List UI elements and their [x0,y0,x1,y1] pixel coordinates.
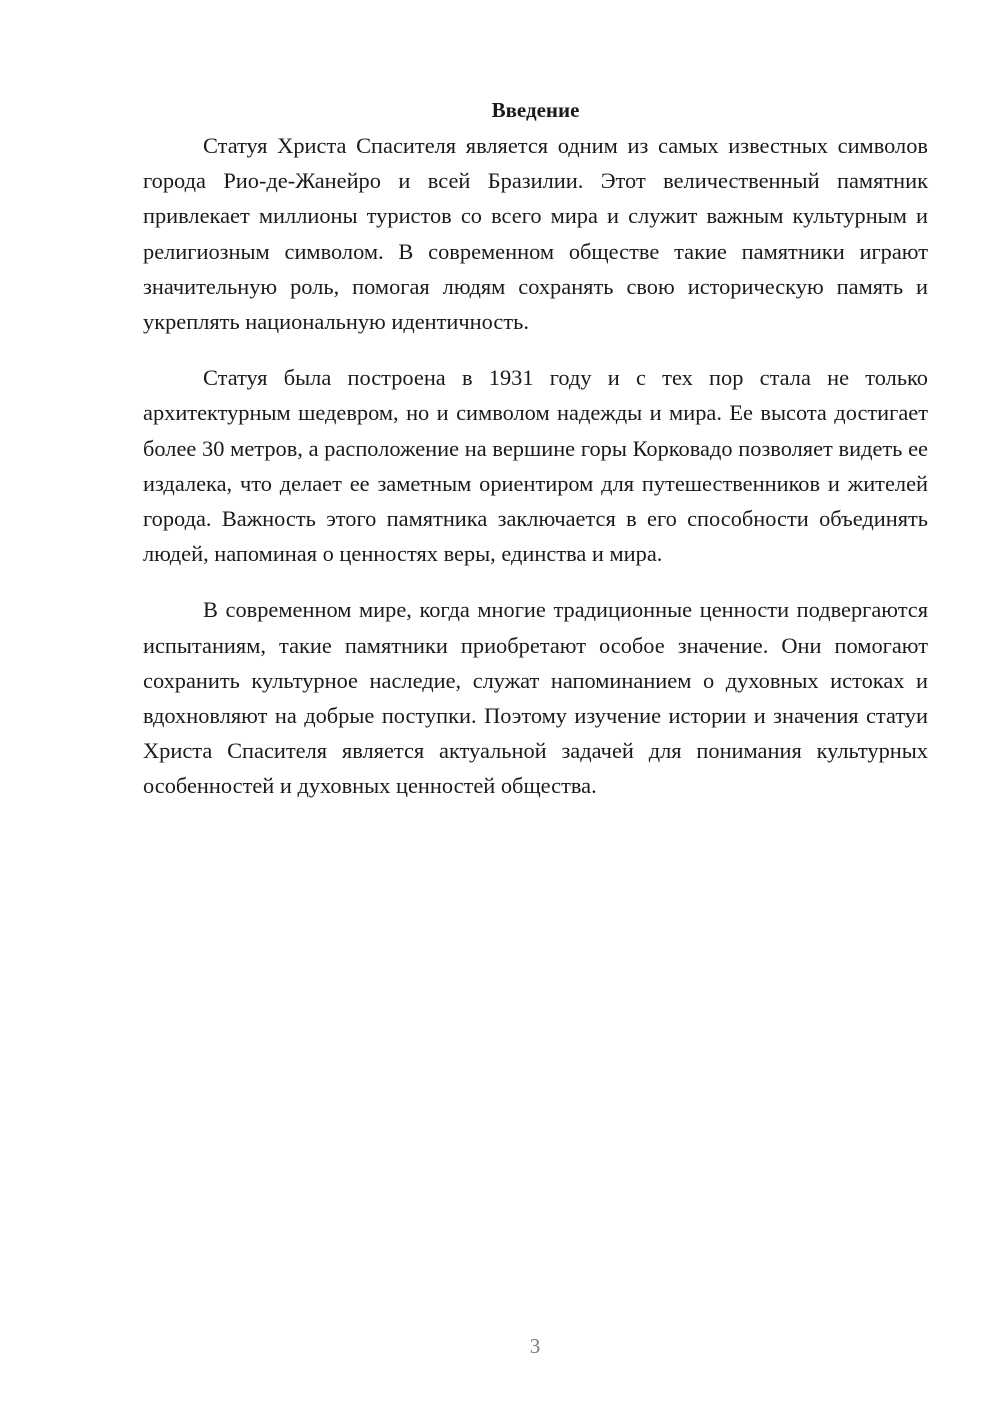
paragraph-3: В современном мире, когда многие традиционные ценности подвергаются испытаниям, такие памятники приобретают особое значение. Они помогают сохранить культурное наследие, служат напоминанием о духовных истоках и вдохновляют на добрые поступки. Поэтому изучение истории и значения статуи Христа Спасителя является актуальной задачей для понимания культурных особенностей и духовных ценностей общества. [143,597,928,799]
paragraph-1: Статуя Христа Спасителя является одним из самых известных символов города Рио-де-Жанейро и всей Бразилии. Этот величественный памятник привлекает миллионы туристов со всего мира и служит важным культурным и религиозным символом. В современном обществе такие памятники играют значительную роль, помогая людям сохранять свою историческую память и укреплять национальную идентичность. [143,133,928,335]
section-title: Введение [491,98,580,122]
paragraph-2: Статуя была построена в 1931 году и с тех пор стала не только архитектурным шедевром, но и символом надежды и мира. Ее высота достигает более 30 метров, а расположение на вершине горы Корковадо позволяет видеть ее издалека, что делает ее заметным ориентиром для путешественников и жителей города. Важность этого памятника заключается в его способности объединять людей, напоминая о ценностях веры, единства и мира. [143,365,928,567]
page-number: 3 [529,1334,541,1358]
page-content [143,93,928,804]
